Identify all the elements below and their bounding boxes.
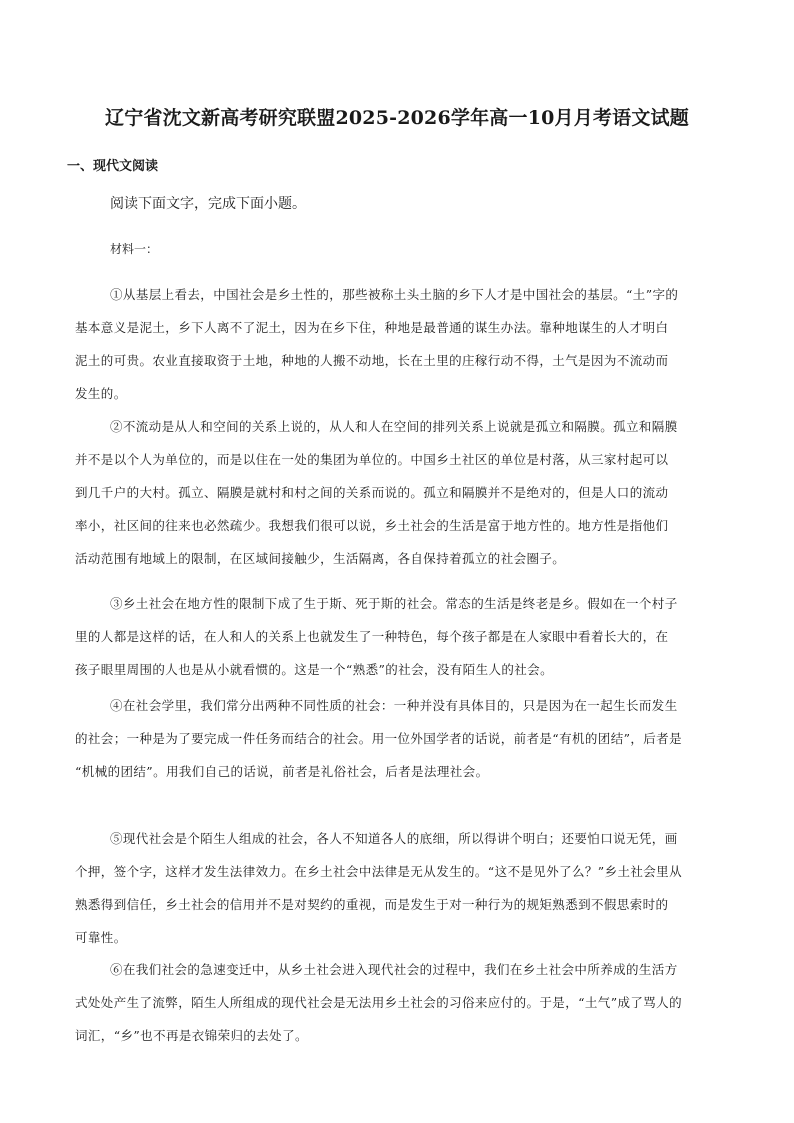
paragraph-line: 到几千户的大村。孤立、隔膜是就村和村之间的关系而说的。孤立和隔膜并不是绝对的，但是人口的流动 xyxy=(75,485,669,500)
paragraph-line: ⑤现代社会是个陌生人组成的社会，各人不知道各人的底细，所以得讲个明白；还要怕口说无凭，画 xyxy=(110,831,678,846)
material-label: 材料一： xyxy=(110,242,159,256)
document-title: 辽宁省沈文新高考研究联盟2025-2026学年高一10月月考语文试题 xyxy=(105,107,689,129)
paragraph-line: 并不是以个人为单位的，而是以住在一处的集团为单位的。中国乡土社区的单位是村落，从三家村起可以 xyxy=(75,452,669,467)
paragraph-line: “机械的团结”。用我们自己的话说，前者是礼俗社会，后者是法理社会。 xyxy=(75,764,489,779)
paragraph-2 xyxy=(75,410,725,575)
paragraph-line: 的社会；一种是为了要完成一件任务而结合的社会。用一位外国学者的话说，前者是“有机的团结”，后者是 xyxy=(75,731,682,746)
reading-instruction: 阅读下面文字，完成下面小题。 xyxy=(110,196,306,212)
paragraph-line: 基本意义是泥土，乡下人离不了泥土，因为在乡下住，种地是最普通的谋生办法。靠种地谋生的人才明白 xyxy=(75,320,669,335)
paragraph-line: 发生的。 xyxy=(75,386,127,401)
paragraph-1 xyxy=(75,278,725,410)
paragraph-4 xyxy=(75,689,725,788)
paragraph-line: 熟悉得到信任，乡土社会的信用并不是对契约的重视，而是发生于对一种行为的规矩熟悉到不假思索时的 xyxy=(75,897,669,912)
paragraph-line: ⑥在我们社会的急速变迁中，从乡土社会进入现代社会的过程中，我们在乡土社会中所养成的生活方 xyxy=(110,962,678,977)
paragraph-line: 里的人都是这样的话，在人和人的关系上也就发生了一种特色，每个孩子都是在人家眼中看着长大的，在 xyxy=(75,629,669,644)
paragraph-line: 可靠性。 xyxy=(75,930,127,945)
paragraph-line: ①从基层上看去，中国社会是乡土性的，那些被称土头土脑的乡下人才是中国社会的基层。“土”字的 xyxy=(110,287,679,302)
paragraph-line: 个押，签个字，这样才发生法律效力。在乡土社会中法律是无从发生的。“这不是见外了么？”乡土社会里从 xyxy=(75,864,682,879)
paragraph-3 xyxy=(75,587,725,686)
paragraph-line: 活动范围有地域上的限制，在区域间接触少，生活隔离，各自保持着孤立的社会圈子。 xyxy=(75,551,566,566)
paragraph-line: 词汇，“乡”也不再是衣锦荣归的去处了。 xyxy=(75,1028,308,1043)
paragraph-line: 泥土的可贵。农业直接取资于土地，种地的人搬不动地，长在土里的庄稼行动不得，土气是因为不流动而 xyxy=(75,353,669,368)
paragraph-line: 孩子眼里周围的人也是从小就看惯的。这是一个“熟悉”的社会，没有陌生人的社会。 xyxy=(75,662,553,677)
paragraph-6 xyxy=(75,953,725,1052)
paragraph-line: 率小，社区间的往来也必然疏少。我想我们很可以说，乡土社会的生活是富于地方性的。地方性是指他们 xyxy=(75,518,669,533)
paragraph-line: ②不流动是从人和空间的关系上说的，从人和人在空间的排列关系上说就是孤立和隔膜。孤立和隔膜 xyxy=(110,419,678,434)
paragraph-line: ④在社会学里，我们常分出两种不同性质的社会：一种并没有具体目的，只是因为在一起生长而发生 xyxy=(110,698,678,713)
paragraph-5 xyxy=(75,822,725,954)
section-heading: 一、现代文阅读 xyxy=(67,159,159,174)
paragraph-line: 式处处产生了流弊，陌生人所组成的现代社会是无法用乡土社会的习俗来应付的。于是，“土气”成了骂人的 xyxy=(75,995,682,1010)
paragraph-line: ③乡土社会在地方性的限制下成了生于斯、死于斯的社会。常态的生活是终老是乡。假如在一个村子 xyxy=(110,596,678,611)
